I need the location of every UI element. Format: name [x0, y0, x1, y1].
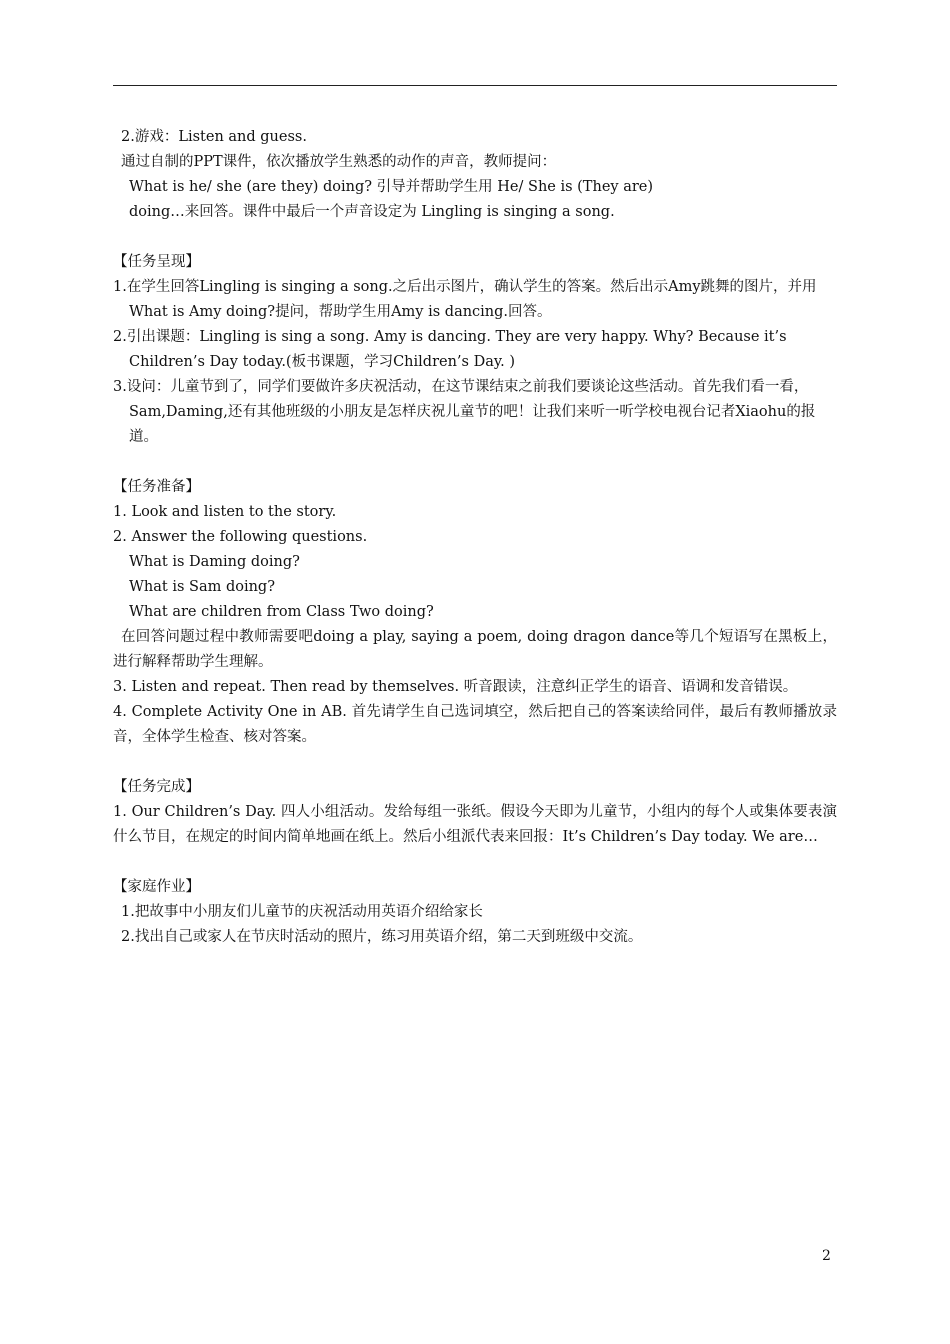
question-2: What is Sam doing? — [129, 579, 275, 595]
intro-line-3: What is he/ she (are they) doing? 引导并帮助学生用 He/ She is (They are) — [129, 179, 654, 195]
task-presentation-item-1: 1.在学生回答Lingling is singing a song.之后出示图片，确认学生的答案。然后出示Amy跳舞的图片，并用What is Amy doing?提问，帮助学生用Amy is dancing.回答。 — [113, 279, 817, 320]
homework-line-2: 2.找出自己或家人在节庆时活动的照片，练习用英语介绍，第二天到班级中交流。 — [121, 929, 643, 945]
intro-line-2: 通过自制的PPT课件，依次播放学生熟悉的动作的声音，教师提问： — [121, 154, 557, 170]
question-1: What is Daming doing? — [129, 554, 300, 570]
header-rule — [113, 85, 837, 86]
section-title-task-completion: 【任务完成】 — [113, 779, 200, 795]
question-3: What are children from Class Two doing? — [129, 604, 434, 620]
intro-line-4: doing…来回答。课件中最后一个声音设定为 Lingling is singing a song. — [129, 204, 615, 220]
section-title-task-presentation: 【任务呈现】 — [113, 254, 200, 270]
task-presentation-item-2: 2.引出课题：Lingling is sing a song. Amy is dancing. They are very happy. Why? Because it’s Children’s Day today.(板书课题，学习Children’s Day. ) — [113, 329, 787, 370]
page-number: 2 — [822, 1248, 831, 1264]
section-title-homework: 【家庭作业】 — [113, 879, 200, 895]
completion-paragraph-1: 1. Our Children’s Day. 四人小组活动。发给每组一张纸。假设今天即为儿童节，小组内的每个人或集体要表演什么节目，在规定的时间内简单地画在纸上。然后小组派代表来回报：It’s Children’s Day today. We are… — [113, 804, 837, 845]
section-title-task-preparation: 【任务准备】 — [113, 479, 200, 495]
homework-line-1: 1.把故事中小朋友们儿童节的庆祝活动用英语介绍给家长 — [121, 904, 483, 920]
intro-line-1: 2.游戏：Listen and guess. — [121, 129, 307, 145]
task-presentation-item-3: 3.设问：儿童节到了，同学们要做许多庆祝活动，在这节课结束之前我们要谈论这些活动。首先我们看一看，Sam,Daming,还有其他班级的小朋友是怎样庆祝儿童节的吧！让我们来听一听学校电视台记者Xiaohu的报道。 — [113, 379, 816, 445]
preparation-line-1: 1. Look and listen to the story. — [113, 504, 337, 520]
preparation-paragraph-3: 4. Complete Activity One in AB. 首先请学生自己选词填空，然后把自己的答案读给同伴，最后有教师播放录音，全体学生检查、核对答案。 — [113, 704, 837, 745]
preparation-line-2: 2. Answer the following questions. — [113, 529, 368, 545]
preparation-paragraph-2: 3. Listen and repeat. Then read by themselves. 听音跟读，注意纠正学生的语音、语调和发音错误。 — [113, 679, 798, 695]
preparation-paragraph-1: 在回答问题过程中教师需要吧doing a play, saying a poem, doing dragon dance等几个短语写在黑板上，进行解释帮助学生理解。 — [113, 629, 837, 670]
document-body — [113, 125, 837, 950]
